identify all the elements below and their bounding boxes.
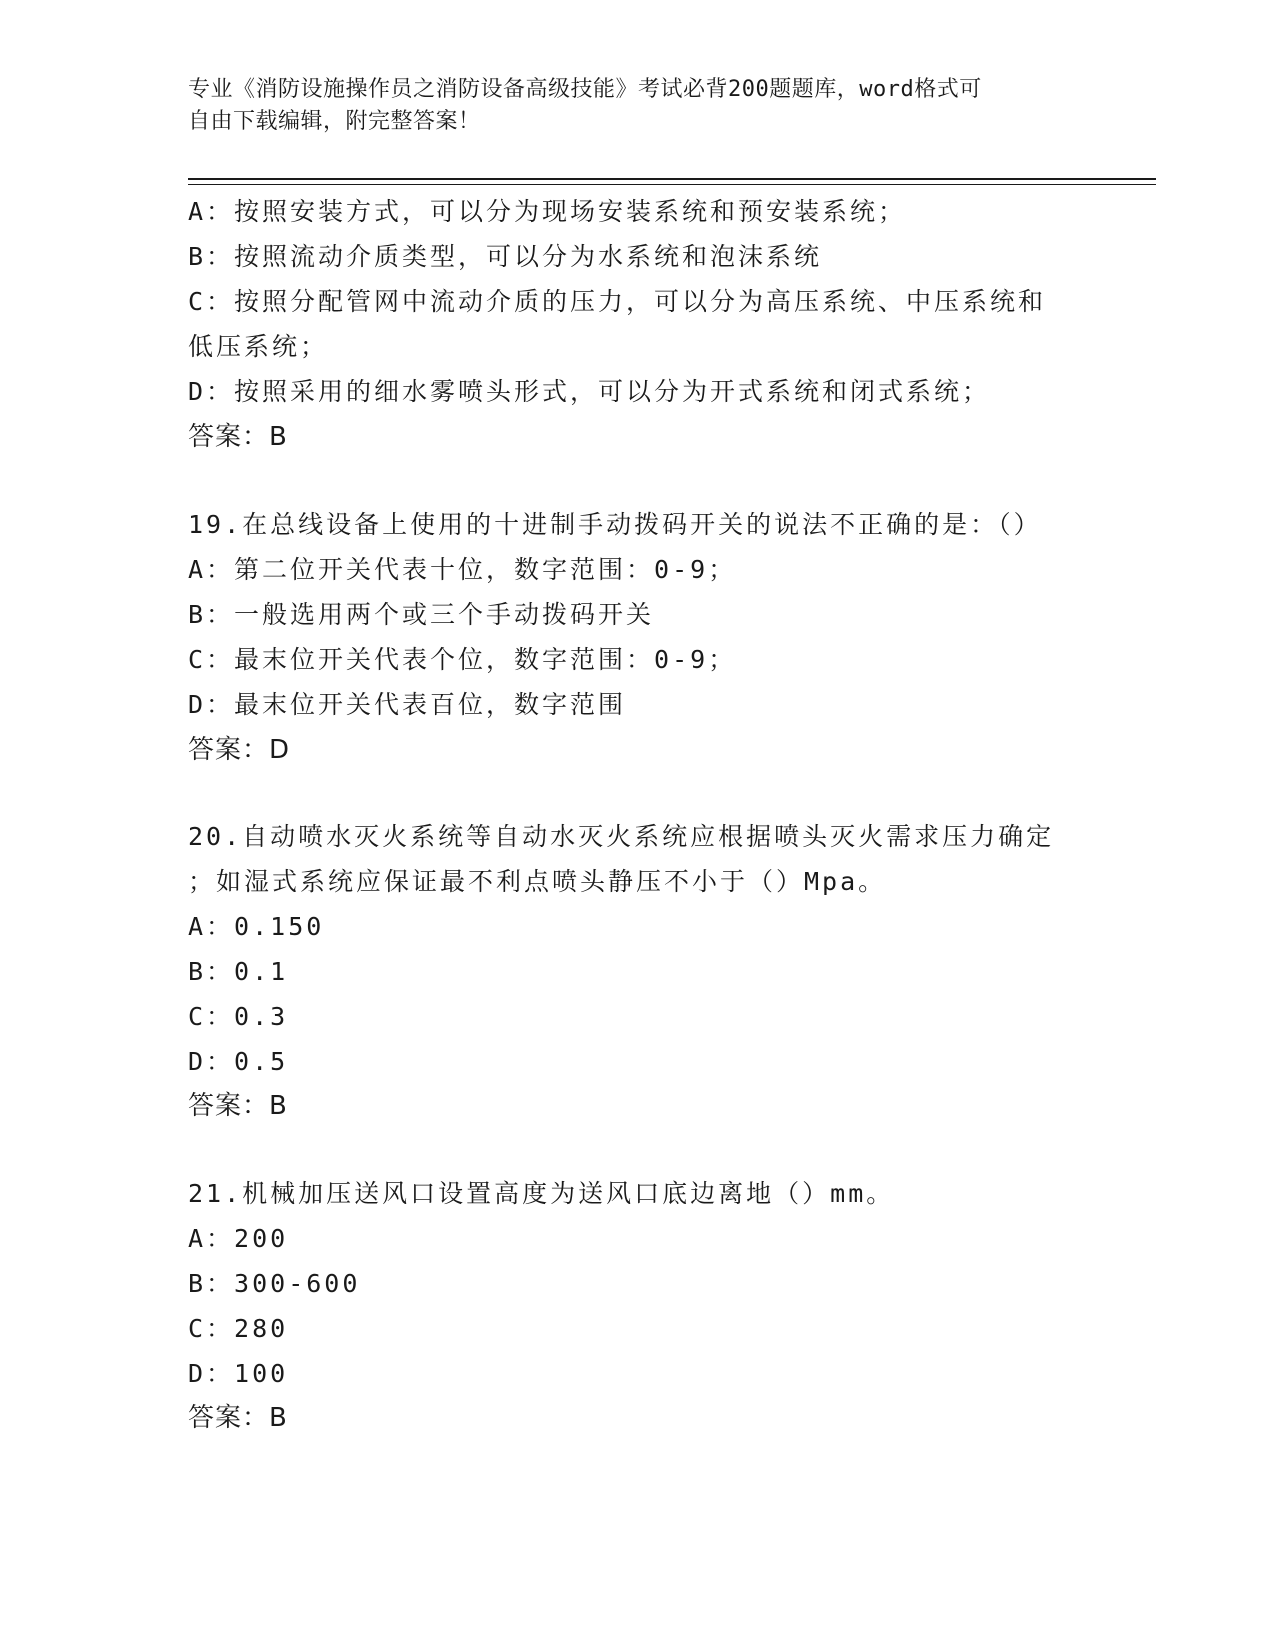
- q21-option-a: A：200: [188, 1224, 289, 1253]
- header-line-1: 专业《消防设施操作员之消防设备高级技能》考试必背200题题库，word格式可: [188, 77, 982, 102]
- header-divider-thin: [188, 184, 1156, 185]
- q21-option-c: C：280: [188, 1314, 289, 1343]
- header-divider-thick: [188, 178, 1156, 180]
- q18-option-b: B：按照流动介质类型，可以分为水系统和泡沫系统: [188, 242, 823, 271]
- q18-option-c-line-2: 低压系统；: [188, 332, 329, 361]
- q20-stem-line-1: 20.自动喷水灭火系统等自动水灭火系统应根据喷头灭火需求压力确定: [188, 822, 1055, 851]
- q19-option-b: B：一般选用两个或三个手动拨码开关: [188, 600, 655, 629]
- q18-answer: 答案：B: [188, 422, 288, 452]
- q21-option-b: B：300-600: [188, 1269, 361, 1298]
- q19-option-a: A：第二位开关代表十位，数字范围：0-9；: [188, 555, 737, 584]
- q21-stem: 21.机械加压送风口设置高度为送风口底边离地（）mm。: [188, 1179, 895, 1208]
- q20-stem-line-2: ；如湿式系统应保证最不利点喷头静压不小于（）Mpa。: [188, 867, 887, 896]
- q21-answer: 答案：B: [188, 1403, 288, 1433]
- q20-option-a: A：0.150: [188, 912, 325, 941]
- q20-option-d: D：0.5: [188, 1047, 289, 1076]
- document-header: [188, 74, 1078, 138]
- header-line-2: 自由下载编辑，附完整答案！: [188, 109, 481, 134]
- q18-option-a: A：按照安装方式，可以分为现场安装系统和预安装系统；: [188, 197, 907, 226]
- q18-option-d: D：按照采用的细水雾喷头形式，可以分为开式系统和闭式系统；: [188, 377, 991, 406]
- q20-option-c: C：0.3: [188, 1002, 289, 1031]
- q18-option-c-line-1: C：按照分配管网中流动介质的压力，可以分为高压系统、中压系统和: [188, 287, 1047, 316]
- q19-answer: 答案：D: [188, 735, 291, 765]
- q21-option-d: D：100: [188, 1359, 289, 1388]
- q19-stem: 19.在总线设备上使用的十进制手动拨码开关的说法不正确的是：（）: [188, 510, 1042, 539]
- q19-option-d: D：最末位开关代表百位，数字范围: [188, 690, 627, 719]
- q19-option-c: C：最末位开关代表个位，数字范围：0-9；: [188, 645, 737, 674]
- q20-answer: 答案：B: [188, 1091, 288, 1121]
- q20-option-b: B：0.1: [188, 957, 289, 986]
